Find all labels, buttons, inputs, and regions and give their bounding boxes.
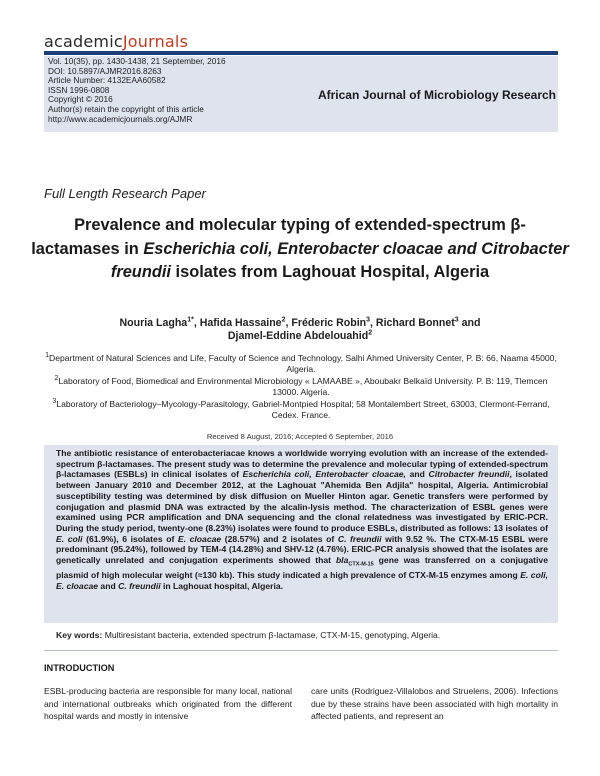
author-affil-mark: 3 [366, 316, 371, 324]
metadata-line: Article Number: 4132EAA60582 [48, 75, 166, 86]
body-column-left: ESBL-producing bacteria are responsible for many local, national and international outbreaks which originated from the different hospital wards and mostly in intensive [44, 686, 292, 722]
abstract-segment: (28.57%) and 2 isolates of [221, 533, 338, 544]
author-name: Djamel-Eddine Abdelouahid [227, 330, 369, 342]
author-list [44, 317, 556, 343]
abstract-text [56, 448, 548, 592]
abstract-species: E. cloacae [177, 533, 222, 544]
abstract-segment: and [98, 581, 119, 592]
abstract-species: E. coli, E. cloacae [56, 570, 548, 592]
affiliation-text: Laboratory of Food, Biomedical and Environmental Microbiology « LAMAABE », Aboubakr Belkaïd University. P. B: 119, Tlemcen 13000. Algeria. [58, 376, 548, 397]
abstract-species: Escherichia coli, Enterobacter cloacae, [242, 469, 406, 480]
abstract-species: C. freundii [118, 581, 161, 592]
affiliation-item [44, 376, 558, 398]
logo-part-academic: academic [44, 32, 123, 51]
affiliation-number: 2 [54, 375, 59, 383]
affiliation-item [44, 399, 558, 421]
paper-title [30, 214, 570, 285]
keywords-text: Multiresistant bacteria, extended spectrum β-lactamase, CTX-M-15, genotyping, Algeria. [102, 630, 441, 640]
paper-type: Full Length Research Paper [44, 186, 206, 201]
abstract-segment: in Laghouat hospital, Algeria. [160, 581, 283, 592]
abstract-segment: The antibiotic resistance of enterobacteriacae knows a worldwide worrying evolution with an increase of the extended-spectrum β-lactamases. The present study was to determine the prevalence and molecular typing of extended-spectrum β-lactamases (ESBLs) in clinical isolates of [56, 448, 548, 480]
keywords-label: Key words: [56, 630, 103, 640]
article-metadata [48, 57, 226, 124]
abstract-segment: and [405, 469, 429, 480]
metadata-line: Copyright © 2016 [48, 94, 113, 105]
section-divider [44, 650, 558, 651]
metadata-line: Author(s) retain the copyright of this article [48, 103, 204, 114]
author-conjunction: and [458, 317, 481, 329]
abstract-species: Citrobacter freundii [428, 469, 510, 480]
abstract-segment: gene was transferred on a conjugative plasmid of high molecular weight (≈130 kb). This study indicated a high prevalence of CTX-M-15 enzymes among [56, 555, 548, 581]
author-affil-mark: 2 [281, 316, 286, 324]
received-accepted-dates: Received 8 August, 2016; Accepted 6 September, 2016 [206, 432, 394, 441]
publisher-logo [44, 32, 188, 51]
abstract-species: E. coli [56, 533, 83, 544]
author-affil-mark: 1* [187, 316, 194, 324]
author-name: , Hafida Hassaine [193, 317, 282, 329]
author-affil-mark: 2 [368, 329, 373, 337]
title-text-2: isolates from Laghouat Hospital, Algeria [170, 263, 490, 281]
author-name: , Fréderic Robin [285, 317, 367, 329]
title-text-1: Prevalence and molecular typing of extended-spectrum β-lactamases in [31, 216, 526, 258]
affiliation-number: 1 [45, 352, 50, 360]
abstract-segment: , isolated between January 2010 and December 2012, at the Laghouat "Ahemida Ben Adjila" hospital, Algeria. Antimicrobial susceptibility testing was determined by disk diffusion on Mueller Hinton agar. Genetic transfers were performed by conjugation and plasmid DNA was extracted by the alcalin-lysis method. The characterization of ESBL genes were examined using PCR amplification and DNA sequencing and the clonal relatedness was investigated by ERIC-PCR. During the study period, twenty-one (8.23%) isolates were found to produce ESBLs, distributed as follows: 13 isolates of [56, 469, 548, 533]
section-heading-introduction: INTRODUCTION [44, 663, 115, 673]
abstract-segment: (61.9%), 6 isolates of [82, 533, 178, 544]
affiliations [44, 353, 558, 422]
journal-name: African Journal of Microbiology Research [317, 88, 556, 102]
keywords [56, 630, 556, 640]
abstract-species: C. freundii [337, 533, 382, 544]
metadata-line: Vol. 10(35), pp. 1430-1438, 21 September, 2016 [48, 56, 226, 66]
metadata-line[interactable]: http://www.academicjournals.org/AJMR [48, 113, 193, 124]
affiliation-text: Laboratory of Bacteriology–Mycology-Parasitology, Gabriel-Montpied Hospital; 58 Montalembert Street, 63003, Clermont-Ferrand, Cedex. France. [56, 399, 550, 420]
title-species: Escherichia coli, Enterobacter cloacae and Citrobacter freundii [110, 239, 569, 281]
affiliation-item [44, 353, 558, 375]
author-affil-mark: 3 [454, 316, 459, 324]
author-name: Nouria Lagha [119, 317, 188, 329]
affiliation-text: Department of Natural Sciences and Life, Faculty of Science and Technology, Salhi Ahmed University Center, P. B: 66, Naama 45000, Algeria. [49, 353, 557, 374]
abstract-gene: bla [335, 555, 349, 566]
affiliation-number: 3 [52, 398, 57, 406]
abstract-segment: with 9.52 %. The CTX-M-15 ESBL were predominant (95.24%), followed by TEM-4 (14.28%) and SHV-12 (4.76%). ERIC-PCR analysis showed that the isolates are genetically unrelated and conjugation experiments showed that [56, 533, 548, 566]
logo-part-journals: Journals [122, 32, 189, 51]
header-rule [44, 51, 558, 55]
abstract-gene-subscript: CTX-M-15 [348, 561, 374, 568]
metadata-line: DOI: 10.5897/AJMR2016.8263 [48, 65, 162, 76]
body-column-right: care units (Rodriguez-Villalobos and Struelens, 2006). Infections due by these strains have been associated with high mortality in affected patients, and represent an [311, 686, 558, 722]
metadata-line: ISSN 1996-0808 [48, 84, 110, 95]
author-name: , Richard Bonnet [370, 317, 455, 329]
